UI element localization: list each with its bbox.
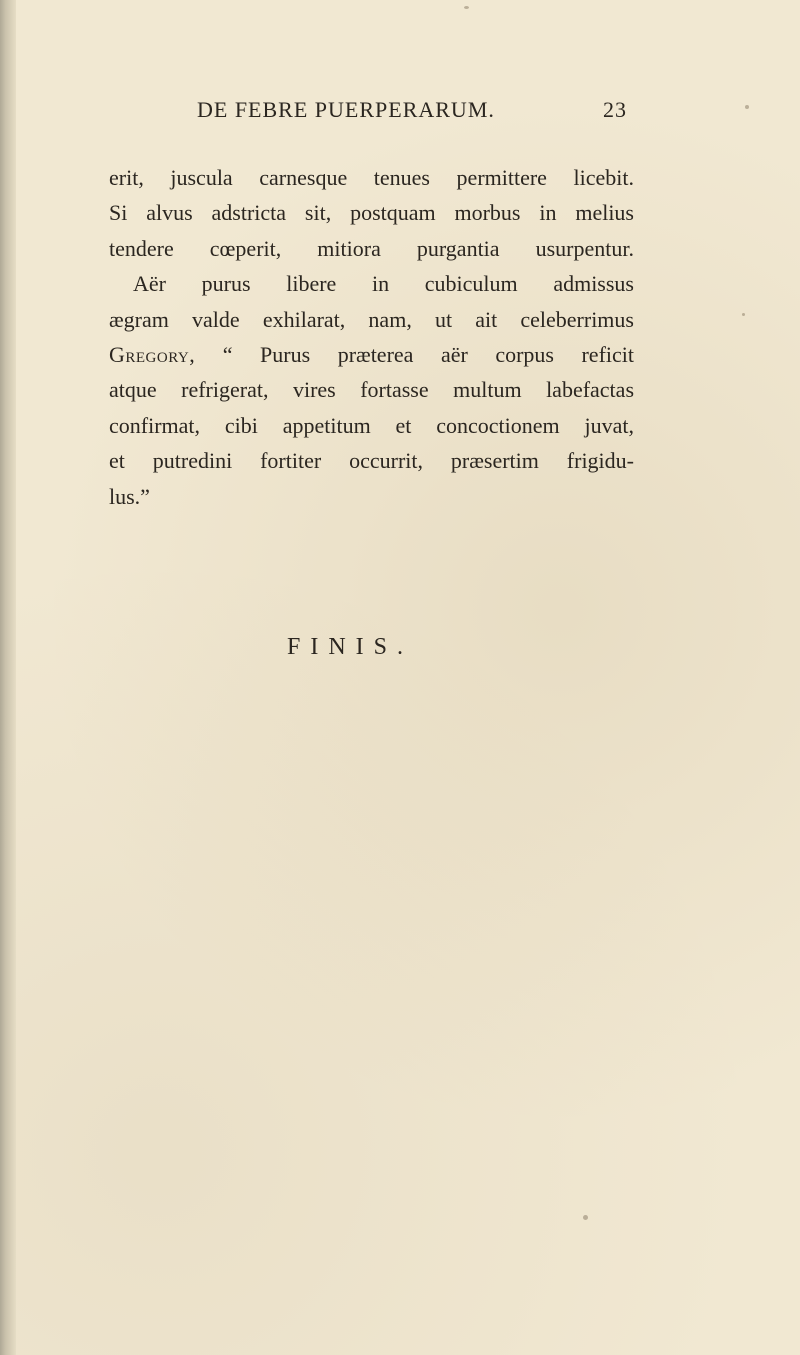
author-name: Gregory,	[109, 342, 196, 368]
text-line: confirmat, cibi appetitum et concoctionem juvat,	[109, 412, 634, 438]
text-line: atque refrigerat, vires fortasse multum labefactas	[109, 377, 634, 403]
running-header	[197, 97, 627, 131]
text-line: Aër purus libere in cubiculum admissus	[133, 271, 634, 297]
paper-speck	[742, 313, 745, 316]
finis-heading: FINIS.	[287, 634, 414, 660]
text-line: erit, juscula carnesque tenues permittere licebit.	[109, 165, 634, 190]
paper-speck	[464, 6, 469, 9]
paper-speck	[583, 1215, 588, 1220]
text-line: lus.”	[109, 483, 150, 509]
text-line: ægram valde exhilarat, nam, ut ait celeberrimus	[109, 306, 634, 332]
text-line: Si alvus adstricta sit, postquam morbus in melius	[109, 200, 634, 226]
text-line: tendere cœperit, mitiora purgantia usurpentur.	[109, 235, 634, 261]
binding-edge	[0, 0, 16, 1355]
paper-speck	[745, 105, 749, 109]
quote-start: “ Purus præterea aër corpus reficit	[222, 342, 635, 368]
running-title: DE FEBRE PUERPERARUM.	[197, 97, 495, 122]
text-line	[109, 337, 634, 372]
text-line: et putredini fortiter occurrit, præsertim frigidu-	[109, 448, 634, 474]
body-text	[109, 160, 634, 514]
show-through-text	[270, 520, 690, 940]
page-number: 23	[603, 97, 627, 122]
